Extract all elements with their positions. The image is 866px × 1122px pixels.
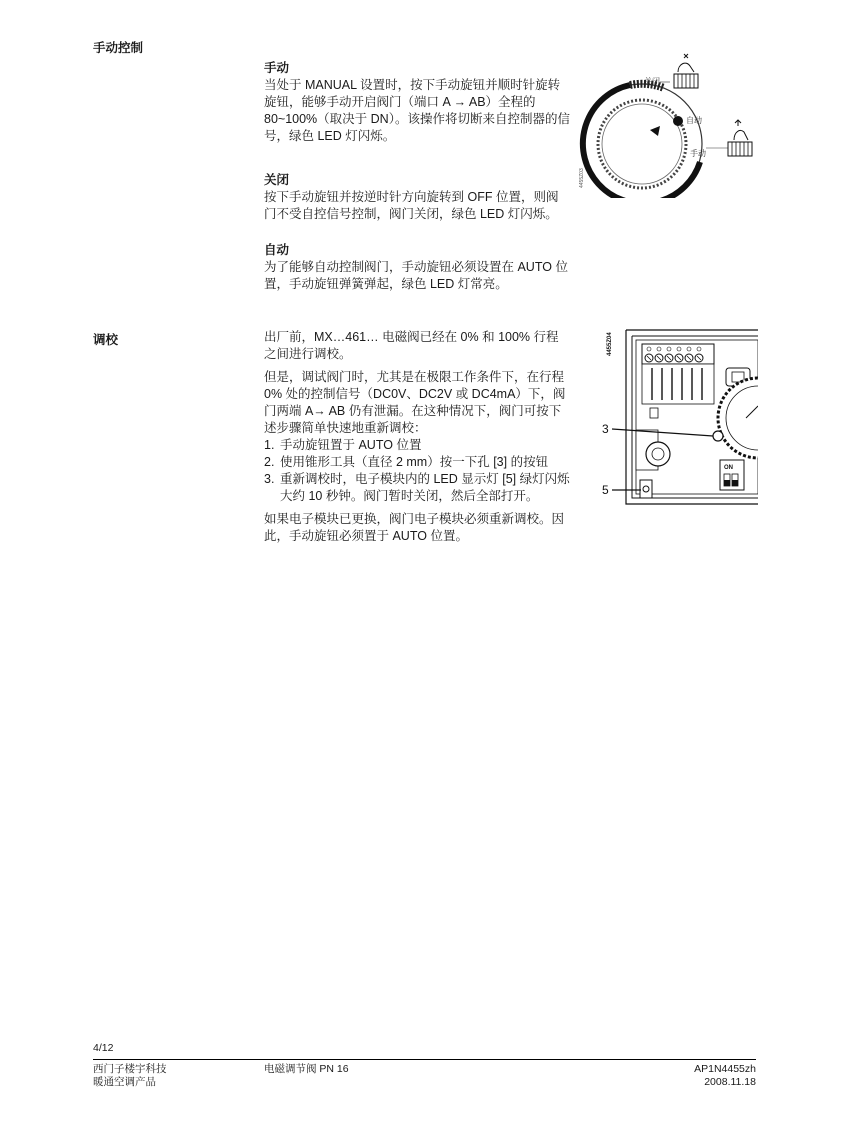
callout-label-3: 3 bbox=[602, 422, 609, 436]
manual-subsection bbox=[264, 60, 570, 145]
manual-knob-figure bbox=[574, 52, 760, 198]
footer-divider bbox=[93, 1059, 756, 1060]
footer-product: 电磁调节阀 PN 16 bbox=[264, 1063, 349, 1075]
manual-text: 当处于 MANUAL 设置时，按下手动旋钮并顺时针旋转旋钮，能够手动开启阀门（端口 A → AB）全程的 80~100%（取决于 DN）。该操作将切断来自控制器的信号，绿色 LED 灯闪烁。 bbox=[264, 78, 570, 143]
footer-company-line-1: 西门子楼宇科技 bbox=[93, 1063, 167, 1075]
calibration-steps bbox=[264, 437, 570, 505]
list-item: 2. 使用锥形工具（直径 2 mm）按一下孔 [3] 的按钮 bbox=[264, 455, 549, 469]
subheading-manual: 手动 bbox=[264, 61, 290, 75]
electronic-module-figure bbox=[596, 326, 758, 522]
calibration-para-3: 如果电子模块已更换，阀门电子模块必须重新调校。因此，手动旋钮必须置于 AUTO 位置。 bbox=[264, 512, 565, 543]
section-heading-calibration: 调校 bbox=[93, 333, 119, 347]
subheading-close: 关闭 bbox=[264, 173, 290, 187]
calibration-body bbox=[264, 329, 570, 545]
page-number: 4/12 bbox=[93, 1042, 114, 1054]
calibration-hole-icon bbox=[713, 431, 723, 441]
auto-subsection bbox=[264, 242, 570, 293]
list-item: 3. 重新调校时，电子模块内的 LED 显示灯 [5] 绿灯闪烁大约 10 秒钟。阀门暂时关闭，然后全部打开。 bbox=[264, 472, 570, 503]
figure-code-knob: 4455Z03 bbox=[579, 168, 585, 188]
footer-doc-info bbox=[600, 1063, 756, 1089]
knob-face bbox=[602, 104, 682, 184]
footer-company-line-2: 暖通空调产品 bbox=[93, 1076, 156, 1088]
footer-company bbox=[93, 1063, 167, 1089]
calibration-para-2: 但是，调试阀门时，尤其是在极限工作条件下，在行程 0% 处的控制信号（DC0V、DC2V 或 DC4mA）下，阀门两端 A→ AB 仍有泄漏。在这种情况下，阀门可按下述步骤简单快速地重新调校： bbox=[264, 370, 566, 435]
auto-dot-icon bbox=[673, 116, 683, 126]
footer-doc-code: AP1N4455zh bbox=[694, 1063, 756, 1075]
close-text: 按下手动旋钮并按逆时针方向旋转到 OFF 位置，则阀门不受自控信号控制，阀门关闭，绿色 LED 灯闪烁。 bbox=[264, 190, 559, 221]
label-manual: 手动 bbox=[690, 149, 706, 158]
hand-manual-icon bbox=[728, 120, 752, 156]
list-item: 1. 手动旋钮置于 AUTO 位置 bbox=[264, 438, 422, 452]
terminal-block bbox=[642, 344, 714, 404]
callout-label-5: 5 bbox=[602, 483, 609, 497]
close-subsection bbox=[264, 172, 570, 223]
dip-switch-on-label: ON bbox=[724, 465, 733, 471]
label-auto: 自动 bbox=[686, 116, 702, 125]
subheading-auto: 自动 bbox=[264, 243, 290, 257]
label-close: 关闭 bbox=[644, 77, 660, 86]
section-heading-manual-control: 手动控制 bbox=[93, 41, 144, 55]
auto-text: 为了能够自动控制阀门，手动旋钮必须设置在 AUTO 位置，手动旋钮弹簧弹起，绿色 LED 灯常亮。 bbox=[264, 260, 568, 291]
calibration-para-1: 出厂前，MX…461… 电磁阀已经在 0% 和 100% 行程之间进行调校。 bbox=[264, 330, 559, 361]
figure-code-module: 4455Z04 bbox=[607, 332, 613, 356]
footer-date: 2008.11.18 bbox=[704, 1076, 756, 1088]
hand-close-icon bbox=[674, 54, 698, 88]
